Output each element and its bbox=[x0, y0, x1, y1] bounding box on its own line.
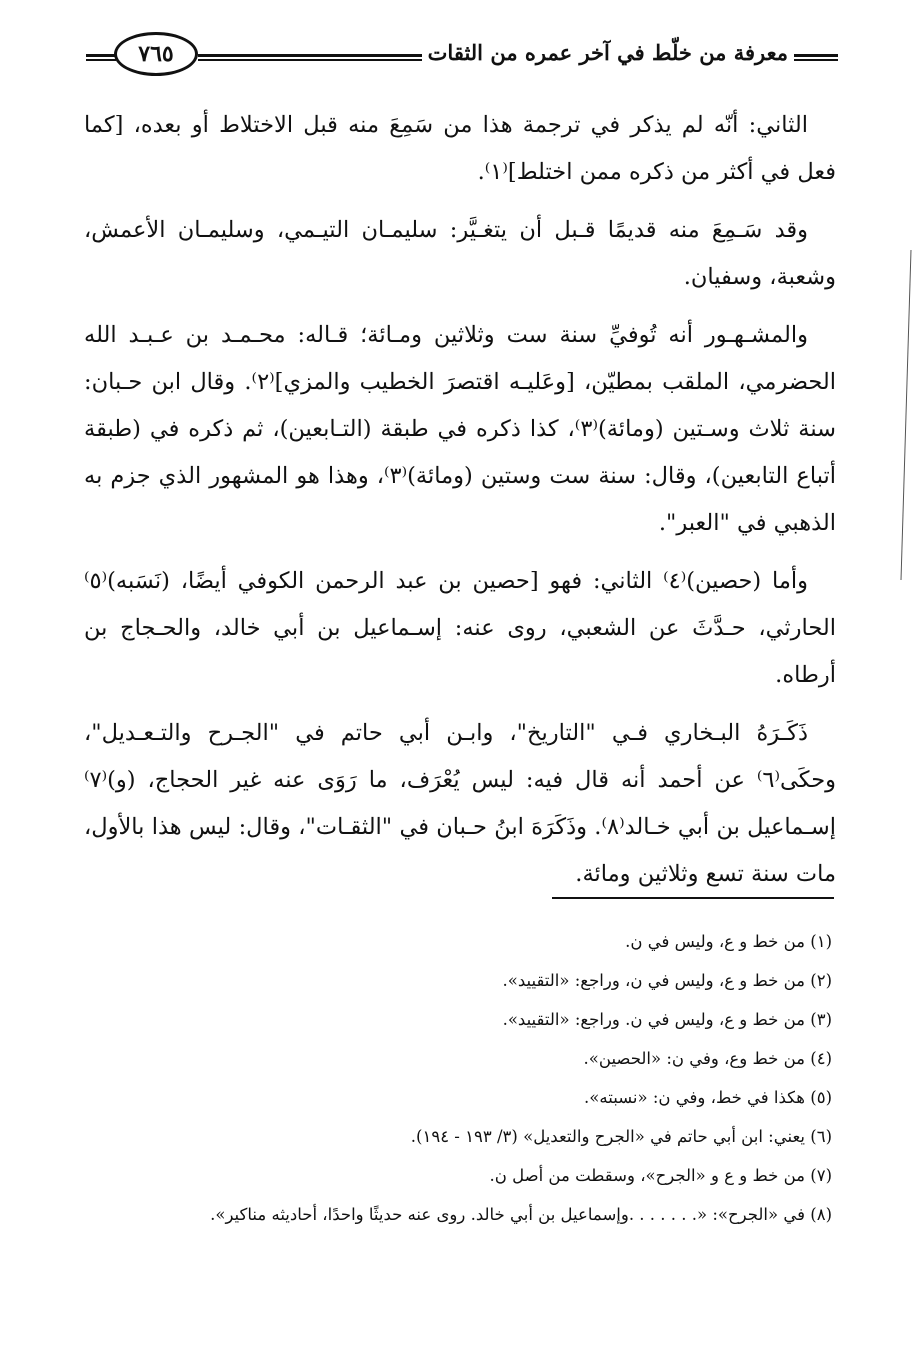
footnote: (٢) من خط و ع، وليس في ن، وراجع: «التقييد». bbox=[502, 971, 832, 990]
paragraph: الثاني: أنّه لم يذكر في ترجمة هذا من سَمِعَ منه قبل الاختلاط أو بعده، [كما فعل في أكثر من ذكره ممن اختلط]⁽١⁾. bbox=[84, 112, 836, 185]
footnote: (٤) من خط وع، وفي ن: «الحصين». bbox=[583, 1049, 832, 1068]
main-text bbox=[84, 102, 836, 909]
page-number: ٧٦٥ bbox=[114, 32, 198, 76]
running-header bbox=[86, 28, 838, 80]
footnote: (٨) في «الجرح»: «. . . . . . .وإسماعيل بن أبي خالد. روى عنه حديثًا واحدًا، أحاديثه مناكير». bbox=[210, 1205, 832, 1224]
chapter-title: معرفة من خلّط في آخر عمره من الثقات bbox=[422, 40, 794, 65]
footnote: (١) من خط و ع، وليس في ن. bbox=[625, 932, 832, 951]
footnote: (٥) هكذا في خط، وفي ن: «نسبته». bbox=[584, 1088, 832, 1107]
header-rule-left bbox=[86, 54, 116, 61]
paragraph: والمشـهـور أنه تُوفيِّ سنة ست وثلاثين ومـائة؛ قـاله: محـمـد بن عـبـد الله الحضرمي، الملقب بمطيّن، [وعَليـه اقتصرَ الخطيب والمزي]⁽٢⁾. وقال ابن حـبان: سنة ثلاث وسـتين (ومائة)⁽٣⁾، كذا ذكره في طبقة (التـابعين)، ثم ذكره في (طبقة أتباع التابعين)، وقال: سنة ست وستين (ومائة)⁽٣⁾، وهذا هو المشهور الذي جزم به الذهبي في "العبر". bbox=[84, 322, 837, 536]
footnote: (٣) من خط و ع، وليس في ن. وراجع: «التقييد». bbox=[502, 1010, 832, 1029]
margin-pencil-line bbox=[900, 250, 912, 580]
footnote: (٧) من خط و ع و «الجرح»، وسقطت من أصل ن. bbox=[489, 1166, 832, 1185]
paragraph: ذَكَـرَهُ البـخاري فـي "التاريخ"، وابـن أبي حاتم في "الجـرح والتـعـديل"، وحكَى⁽٦⁾ عن أحمد أنه قال فيه: ليس يُعْرَف، ما رَوَى عنه غير الحجاج، (و)⁽٧⁾ إسـماعيل بن أبي خـالد⁽٨⁾. وذَكَرَهَ ابنُ حـبان في "الثقـات"، وقال: ليس هذا بالأول، مات سنة تسع وثلاثين ومائة. bbox=[84, 720, 836, 887]
footnote: (٦) يعني: ابن أبي حاتم في «الجرح والتعديل» (٣/ ١٩٣ - ١٩٤). bbox=[410, 1127, 832, 1146]
footnotes bbox=[84, 922, 832, 1234]
footnote-separator bbox=[552, 897, 834, 899]
paragraph: وأما (حصين)⁽٤⁾ الثاني: فهو [حصين بن عبد الرحمن الكوفي أيضًا، (نَسَبه)⁽٥⁾ الحارثي، حـدَّثَ عن الشعبي، روى عنه: إسـماعيل بن أبي خالد، والحـجاج بن أرطاه. bbox=[84, 568, 836, 688]
paragraph: وقد سَـمِعَ منه قديمًا قـبل أن يتغـيَّر: سليمـان التيـمي، وسليمـان الأعمش، وشعبة، وسفيان. bbox=[84, 217, 836, 290]
